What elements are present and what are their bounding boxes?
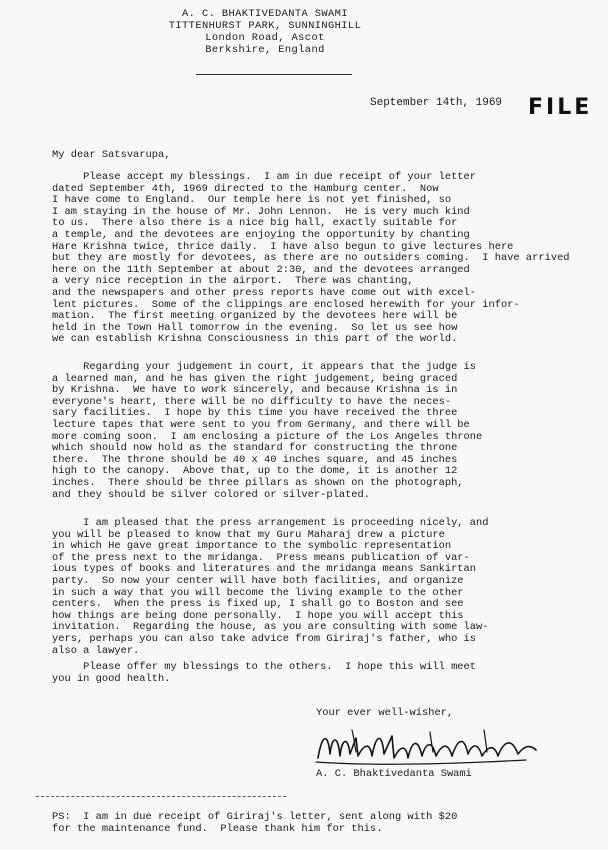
letter-line: yers, perhaps you can also take advice from Giriraj's father, who is	[52, 632, 477, 645]
letter-line: mation. The first meeting organized by the devotees here will be	[52, 310, 458, 323]
letterhead	[150, 8, 380, 56]
salutation: My dear Satsvarupa,	[52, 149, 171, 161]
paragraph-3	[52, 518, 592, 657]
paragraph-2	[52, 362, 592, 501]
paragraph-4	[52, 662, 592, 685]
letter-line: held in the Town Hall tomorrow in the evening. So let us see how	[52, 321, 458, 334]
letterhead-name: A. C. BHAKTIVEDANTA SWAMI	[182, 8, 348, 20]
letterhead-address-line-2: London Road, Ascot	[205, 32, 325, 44]
postscript-line: for the maintenance fund. Please thank him for this.	[52, 822, 383, 835]
letter-line: high to the canopy. Above that, up to the dome, it is another 12	[52, 465, 458, 478]
closing: Your ever well-wisher,	[316, 707, 454, 719]
letter-line: by Krishna. We have to work sincerely, and because Krishna is in	[52, 384, 458, 397]
letter-line: lent pictures. Some of the clippings are enclosed herewith for your infor-	[52, 298, 520, 311]
letter-line: Regarding your judgement in court, it appears that the judge is	[52, 361, 477, 373]
letter-line: dated September 4th, 1969 directed to the Hamburg center. Now	[52, 182, 439, 195]
letter-line: lecture tapes that were sent to you from Germany, and there will be	[52, 418, 470, 431]
letter-line: in which He gave great importance to the symbolic representation	[52, 540, 452, 553]
letter-line: inches. There should be three pillars as shown on the photograph,	[52, 476, 464, 489]
letterhead-address-line-3: Berkshire, England	[205, 44, 325, 56]
letter-line: and the newspapers and other press reports have come out with excel-	[52, 286, 477, 299]
letterhead-address-line-1: TITTENHURST PARK, SUNNINGHILL	[168, 20, 362, 32]
letter-line: invitation. Regarding the house, as you are consulting with some law-	[52, 621, 489, 634]
letter-line: you in good health.	[52, 672, 171, 685]
file-stamp: FILE	[528, 95, 593, 120]
letter-line: here on the 11th September at about 2:30, and the devotees arranged	[52, 263, 470, 276]
letter-line: we can establish Krishna Consciousness in this part of the world.	[52, 333, 458, 346]
letter-line: everyone's heart, there will be no difficulty to have the neces-	[52, 395, 452, 408]
letter-line: centers. When the press is fixed up, I shall go to Boston and see	[52, 598, 464, 611]
letter-line: party. So now your center will have both facilities, and organize	[52, 574, 464, 587]
letter-date: September 14th, 1969	[370, 97, 503, 109]
letter-line: how things are being done personally. I hope you will accept this	[52, 609, 464, 622]
letter-line: but they are mostly for devotees, as there are no outsiders coming. I have arrived	[52, 252, 570, 265]
postscript-divider	[36, 796, 286, 797]
letter-line: to us. There also there is a nice big hall, exactly suitable for	[52, 217, 458, 230]
letter-line: I am pleased that the press arrangement is proceeding nicely, and	[52, 517, 489, 529]
letter-line: a very nice reception in the airport. There was chanting,	[52, 275, 414, 288]
postscript	[52, 812, 592, 835]
letter-line: also a lawyer.	[52, 644, 140, 657]
letter-line: a learned man, and he has given the right judgement, being graced	[52, 372, 458, 385]
letter-line: there. The throne should be 40 x 40 inches square, and 45 inches	[52, 453, 458, 466]
letterhead-underline	[196, 74, 352, 75]
letter-line: Please accept my blessings. I am in due receipt of your letter	[52, 171, 477, 183]
letter-line: I have come to England. Our temple here is not yet finished, so	[52, 194, 452, 207]
letter-line: Hare Krishna twice, thrice daily. I have also begun to give lectures here	[52, 240, 514, 253]
letter-line: you will be pleased to know that my Guru Maharaj drew a picture	[52, 528, 445, 541]
typed-signature-name: A. C. Bhaktivedanta Swami	[316, 768, 472, 780]
letter-line: of the press next to the mridanga. Press means publication of var-	[52, 551, 470, 564]
letter-line: more coming soon. I am enclosing a picture of the Los Angeles throne	[52, 430, 483, 443]
letter-line: which should now hold as the standard for constructing the throne	[52, 442, 458, 455]
paragraph-1	[52, 172, 592, 346]
postscript-line: PS: I am in due receipt of Giriraj's letter, sent along with $20	[52, 811, 458, 823]
handwritten-signature	[312, 724, 542, 770]
letter-line: ious types of books and literatures and the mridanga means Sankirtan	[52, 563, 477, 576]
letter-line: in such a way that you will become the living example to the other	[52, 586, 464, 599]
letter-line: I am staying in the house of Mr. John Lennon. He is very much kind	[52, 205, 470, 218]
letter-line: and they should be silver colored or silver-plated.	[52, 488, 371, 501]
letter-line: sary facilities. I hope by this time you have received the three	[52, 407, 458, 420]
letter-line: a temple, and the devotees are enjoying the opportunity by chanting	[52, 228, 470, 241]
letter-line: Please offer my blessings to the others. I hope this will meet	[52, 661, 477, 673]
